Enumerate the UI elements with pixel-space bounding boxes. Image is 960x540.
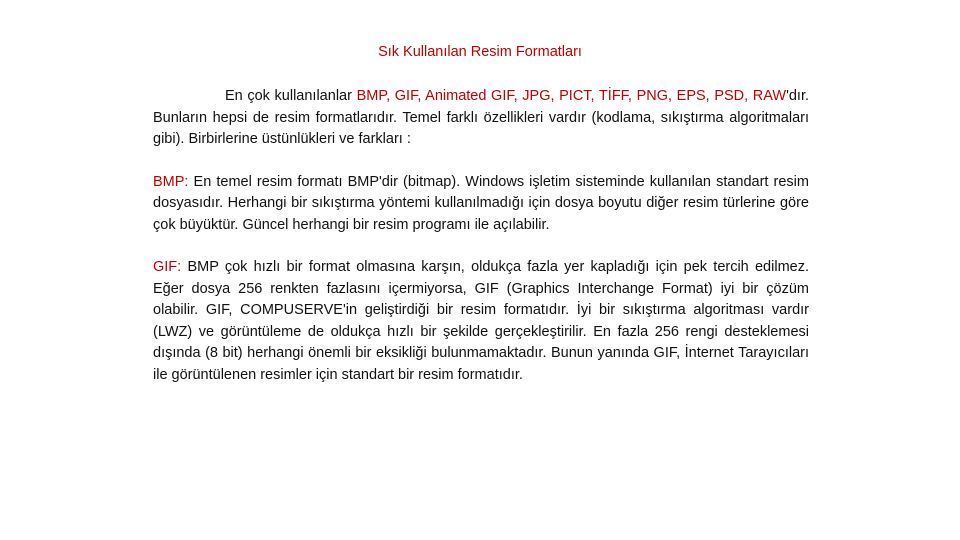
slide-body xyxy=(153,86,809,407)
gif-paragraph xyxy=(153,257,809,386)
bmp-text: En temel resim formatı BMP'dir (bitmap). Windows işletim sisteminde kullanılan standart resim dosyasıdır. Herhangi bir sıkıştırma yöntemi kullanılmadığı için dosya boyutu diğer resim türlerine göre çok büyüktür. Güncel herhangi bir resim programı ile açılabilir. xyxy=(153,173,809,233)
intro-rest: 'dır. Bunların hepsi de resim formatlarıdır. Temel farklı özellikleri vardır (kodlama, sıkıştırma algoritmaları gibi). Birbirlerine üstünlükleri ve farkları : xyxy=(153,88,810,147)
format-list: BMP, GIF, Animated GIF, JPG, PICT, TİFF, PNG, EPS, PSD, RAW xyxy=(356,88,787,104)
slide-title: Sık Kullanılan Resim Formatları xyxy=(378,44,582,60)
intro-paragraph xyxy=(153,86,809,151)
gif-text: BMP çok hızlı bir format olmasına karşın, oldukça fazla yer kapladığı için pek tercih edilmez. Eğer dosya 256 renkten fazlasını içermiyorsa, GIF (Graphics Interchange Format) iyi bir çözüm olabilir. GIF, COMPUSERVE'in geliştirdiği bir resim formatıdır. İyi bir sıkıştırma algoritması vardır (LWZ) ve görüntüleme de oldukça hızlı bir şekilde gerçekleştirilir. En fazla 256 rengi desteklemesi dışında (8 bit) herhangi önemli bir eksikliği bulunmamaktadır. Bunun yanında GIF, İnternet Tarayıcıları ile görüntülenen resimler için standart bir resim formatıdır. xyxy=(153,259,809,383)
bmp-paragraph xyxy=(153,172,809,237)
gif-label: GIF: xyxy=(153,259,182,275)
bmp-label: BMP: xyxy=(153,173,189,190)
intro-lead: En çok kullanılanlar xyxy=(225,88,357,104)
